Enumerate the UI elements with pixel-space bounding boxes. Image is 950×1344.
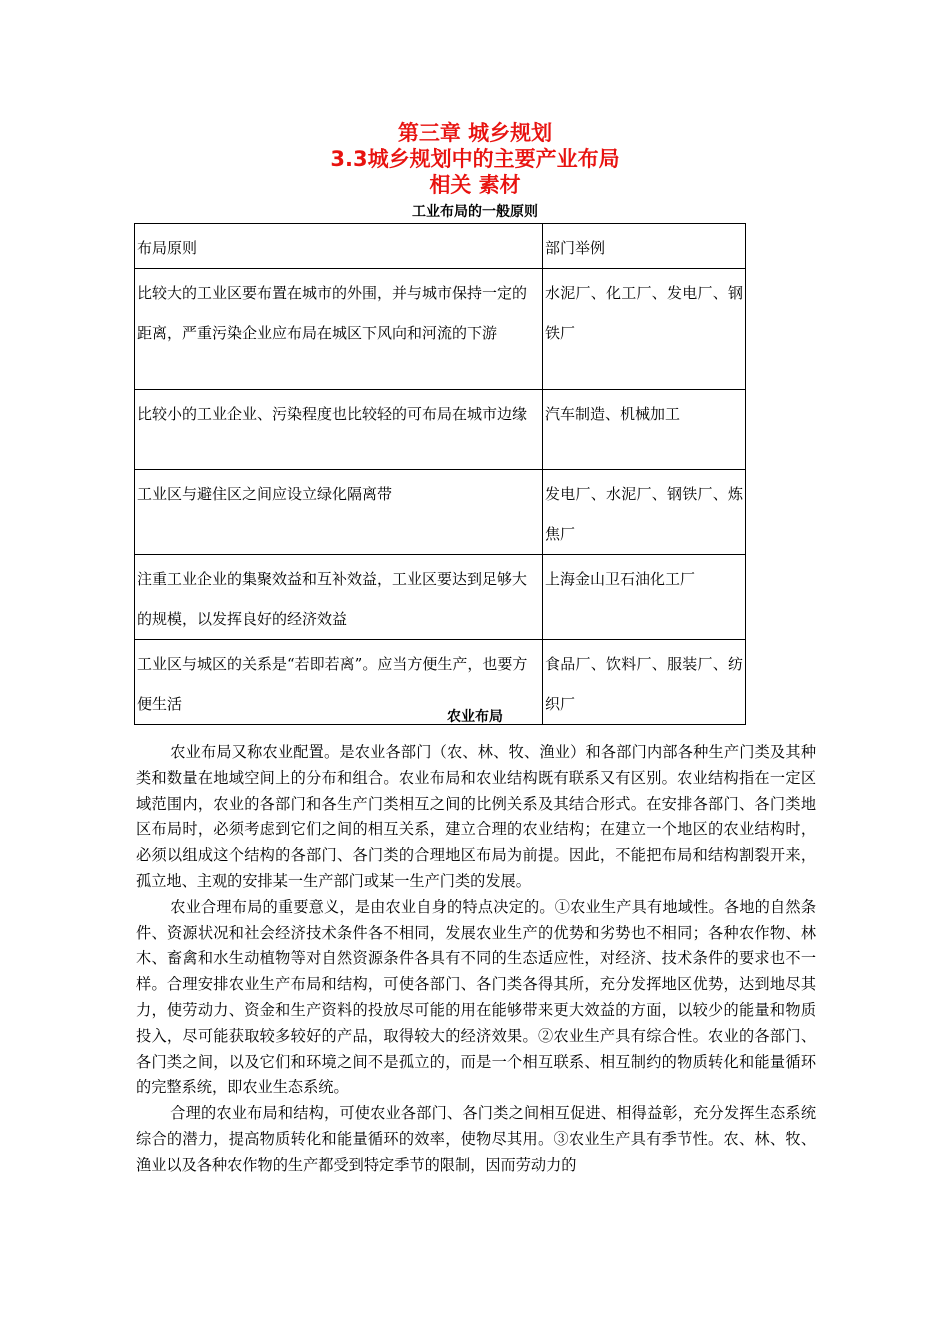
examples-cell: 发电厂、水泥厂、钢铁厂、炼焦厂: [543, 470, 746, 555]
agriculture-section-title: 农业布局: [447, 709, 503, 725]
table-row: [135, 390, 746, 470]
paragraph: 农业合理布局的重要意义，是由农业自身的特点决定的。①农业生产具有地域性。各地的自然条件、资源状况和社会经济技术条件各不相同，发展农业生产的优势和劣势也不相同；各种农作物、林木、畜禽和水生动植物等对自然资源条件各具有不同的生态适应性，对经济、技术条件的要求也不一样。合理安排农业生产布局和结构，可使各部门、各门类各得其所，充分发挥地区优势，达到地尽其力，使劳动力、资金和生产资料的投放尽可能的用在能够带来更大效益的方面，以较少的能量和物质投入，尽可能获取较多较好的产品，取得较大的经济效果。②农业生产具有综合性。农业的各部门、各门类之间，以及它们和环境之间不是孤立的，而是一个相互联系、相互制约的物质转化和能量循环的完整系统，即农业生态系统。: [136, 897, 816, 1097]
table-row: [135, 470, 746, 555]
principle-cell: 比较大的工业区要布置在城市的外围，并与城市保持一定的距离，严重污染企业应布局在城区下风向和河流的下游: [135, 269, 543, 390]
examples-cell: 水泥厂、化工厂、发电厂、钢铁厂: [543, 269, 746, 390]
chapter-title: 第三章 城乡规划: [397, 121, 553, 145]
principle-cell: 工业区与避住区之间应设立绿化隔离带: [135, 470, 543, 555]
examples-cell: 汽车制造、机械加工: [543, 390, 746, 470]
principle-cell: 注重工业企业的集聚效益和互补效益，工业区要达到足够大的规模，以发挥良好的经济效益: [135, 555, 543, 640]
paragraph: 农业布局又称农业配置。是农业各部门（农、林、牧、渔业）和各部门内部各种生产门类及其种类和数量在地域空间上的分布和组合。农业布局和农业结构既有联系又有区别。农业结构指在一定区域范围内，农业的各部门和各生产门类相互之间的比例关系及其结合形式。在安排各部门、各门类地区布局时，必须考虑到它们之间的相互关系，建立合理的农业结构；在建立一个地区的农业结构时，必须以组成这个结构的各部门、各门类的合理地区布局为前提。因此，不能把布局和结构割裂开来，孤立地、主观的安排某一生产部门或某一生产门类的发展。: [136, 743, 816, 890]
examples-cell: 食品厂、饮料厂、服装厂、纺织厂: [543, 640, 746, 725]
agriculture-body: [136, 740, 816, 1179]
header-cell-examples: 部门举例: [543, 224, 746, 269]
examples-cell: 上海金山卫石油化工厂: [543, 555, 746, 640]
table-row: [135, 555, 746, 640]
table-title: 工业布局的一般原则: [412, 204, 538, 220]
header-cell-principle: 布局原则: [135, 224, 543, 269]
paragraph: 合理的农业布局和结构，可使农业各部门、各门类之间相互促进、相得益彰，充分发挥生态系统综合的潜力，提高物质转化和能量循环的效率，使物尽其用。③农业生产具有季节性。农、林、牧、渔业以及各种农作物的生产都受到特定季节的限制，因而劳动力的: [136, 1104, 816, 1174]
principle-cell: 比较小的工业企业、污染程度也比较轻的可布局在城市边缘: [135, 390, 543, 470]
industrial-layout-table: [134, 223, 746, 725]
document-title: [0, 120, 950, 198]
table-header-row: [135, 224, 746, 269]
material-subtitle: 相关 素材: [429, 173, 521, 197]
principle-cell: 工业区与城区的关系是“若即若离”。应当方便生产，也要方便生活: [135, 640, 543, 725]
table-row: [135, 269, 746, 390]
section-heading: 3.3城乡规划中的主要产业布局: [330, 147, 620, 171]
